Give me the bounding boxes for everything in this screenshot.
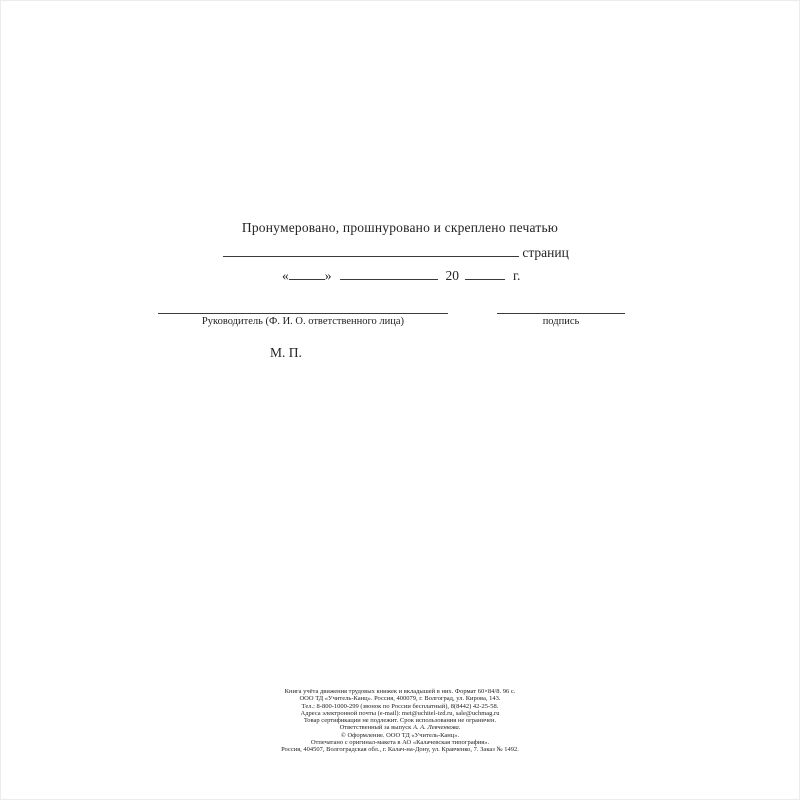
signature-right-block (497, 313, 625, 327)
signature-left-block (158, 313, 448, 327)
colophon-line: © Оформление. ООО ТД «Учитель-Канц». (340, 731, 460, 739)
date-day-blank-line (289, 267, 325, 280)
pages-count-blank-line (223, 244, 519, 257)
date-row (282, 267, 520, 284)
signature-right-line (497, 313, 625, 314)
date-open-quote: « (282, 268, 289, 283)
date-close-quote: » (324, 268, 332, 283)
signature-left-caption: Руководитель (Ф. И. О. ответственного лица) (201, 316, 405, 327)
date-year-suffix: г. (513, 268, 521, 283)
colophon-line: Книга учёта движения трудовых книжек и вкладышей в них. Формат 60×84/8. 96 с. (284, 688, 516, 695)
colophon-line: Отпечатано с оригинал-макета в АО «Калачевская типография». (310, 739, 490, 747)
stitch-statement: Пронумеровано, прошнуровано и скреплено печатью (241, 220, 559, 235)
colophon-line: Адреса электронной почты (e-mail): met@uchitel-izd.ru, sale@uchmag.ru (300, 709, 500, 717)
colophon-line: Россия, 404507, Волгоградская обл., г. Калач-на-Дону, ул. Кравченко, 7. Заказ № 1492. (281, 746, 519, 754)
date-century: 20 (445, 268, 459, 283)
date-year-blank-line (465, 267, 505, 280)
responsible-prefix: Ответственный за выпуск (339, 724, 413, 732)
stamp-placeholder: М. П. (270, 345, 302, 360)
signature-right-caption: подпись (542, 316, 580, 327)
colophon-line-responsible (1, 724, 799, 731)
pages-label: страниц (522, 245, 569, 260)
colophon (1, 688, 799, 754)
colophon-line: Тел.: 8-800-1000-299 (звонок по России бесплатный), 8(8442) 42-25-58. (301, 702, 499, 710)
pages-count-row (223, 244, 569, 261)
colophon-line: ООО ТД «Учитель-Канц». Россия, 400079, г. Волгоград, ул. Кирова, 143. (299, 695, 501, 703)
signature-left-line (158, 313, 448, 314)
colophon-line: Товар сертификации не подлежит. Срок использования не ограничен. (303, 717, 497, 725)
responsible-name: А. А. Левченкова. (412, 724, 461, 732)
date-month-blank-line (340, 267, 438, 280)
